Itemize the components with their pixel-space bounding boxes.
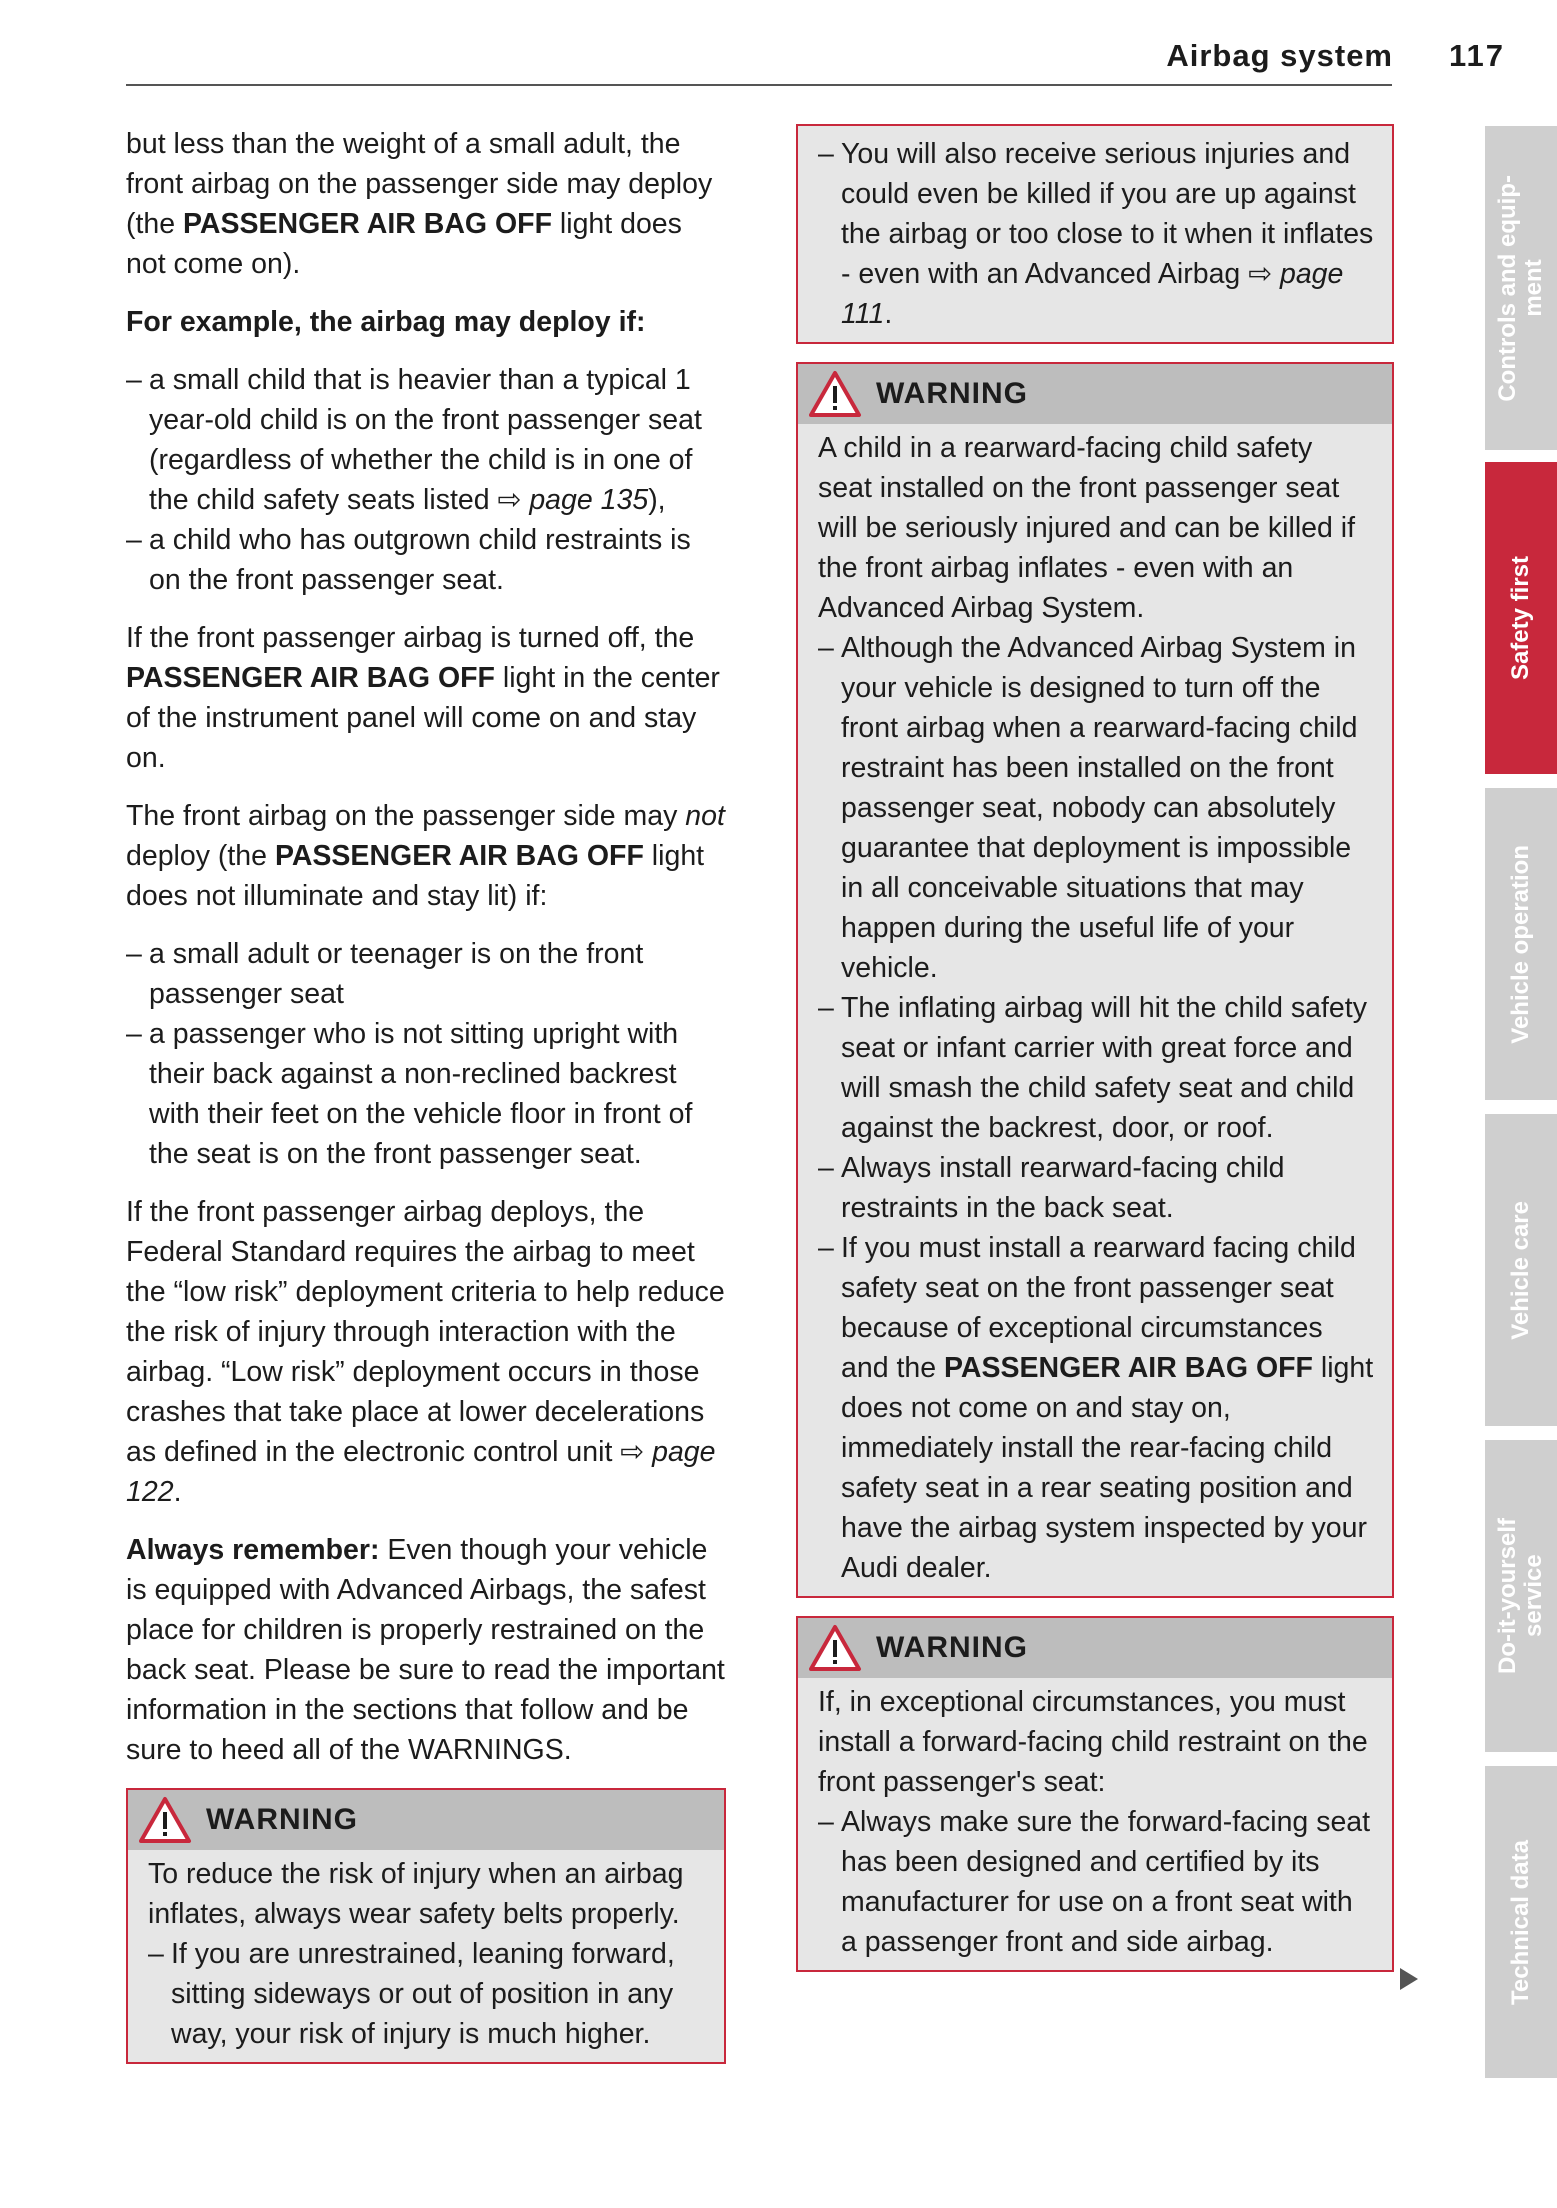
warning-triangle-icon: [808, 1624, 862, 1672]
warning-intro: To reduce the risk of injury when an airbag inflates, always wear safety belts properly.: [148, 1858, 684, 1930]
list-item: – a small child that is heavier than a typical 1 year-old child is on the front passenger seat (regardless of whether the child is in one of the child safety seats listed ⇨ page 135),: [126, 360, 726, 520]
warning-item: – The inflating airbag will hit the child safety seat or infant carrier with great force and will smash the child safety seat and child against the backrest, door, or roof.: [818, 988, 1374, 1148]
page-reference-link[interactable]: ⇨ page 122: [126, 1436, 716, 1508]
warning-item: – You will also receive serious injuries and could even be killed if you are up against the airbag or too close to it when it inflates - even with an Advanced Airbag ⇨ page 111.: [818, 134, 1374, 334]
paragraph-low-risk: If the front passenger airbag deploys, the Federal Standard requires the airbag to meet the “low risk” deployment criteria to help reduce the risk of injury through interaction with the airbag. “Low risk” deployment occurs in those crashes that take place at lower decelerations as defined in the electronic control unit ⇨ page 122.: [126, 1196, 725, 1508]
tab-safety-first[interactable]: Safety first: [1485, 462, 1557, 774]
list-item: – a child who has outgrown child restraints is on the front passenger seat.: [126, 520, 726, 600]
warning-header: [128, 1790, 724, 1850]
warning-header: [798, 364, 1392, 424]
paragraph-airbag-off: If the front passenger airbag is turned off, the PASSENGER AIR BAG OFF light in the center of the instrument panel will come on and stay on.: [126, 622, 720, 774]
warning-triangle-icon: [138, 1796, 192, 1844]
list-item: – a passenger who is not sitting upright with their back against a non-reclined backrest with their feet on the vehicle floor in front of the seat is on the front passenger seat.: [126, 1014, 726, 1174]
warning-item: – If you must install a rearward facing child safety seat on the front passenger seat because of exceptional circumstances and the PASSENGER AIR BAG OFF light does not come on and stay on, immediately install the rear-facing child safety seat in a rear seating position and have the airbag system inspected by your Audi dealer.: [818, 1228, 1374, 1588]
warning-item: – Always install rearward-facing child restraints in the back seat.: [818, 1148, 1374, 1228]
list-item: – a small adult or teenager is on the front passenger seat: [126, 934, 726, 1014]
deploy-conditions-list: [126, 360, 726, 600]
left-column: [126, 124, 726, 2082]
warning-box-continued: [796, 124, 1394, 344]
warning-item: – Always make sure the forward-facing seat has been designed and certified by its manufacturer for use on a front seat with a passenger front and side airbag.: [818, 1802, 1374, 1962]
warning-intro: If, in exceptional circumstances, you must install a forward-facing child restraint on the front passenger's seat:: [818, 1686, 1368, 1798]
warning-title: WARNING: [876, 1631, 1028, 1664]
page-reference-link[interactable]: ⇨ page 135: [497, 484, 649, 516]
tab-do-it-yourself-service[interactable]: Do-it-yourself service: [1485, 1440, 1557, 1752]
tab-technical-data[interactable]: Technical data: [1485, 1766, 1557, 2078]
warning-triangle-icon: [808, 370, 862, 418]
warning-box-forward-facing: [796, 1616, 1394, 1972]
paragraph-always-remember: Always remember: Even though your vehicle is equipped with Advanced Airbags, the safest place for children is properly restrained on the back seat. Please be sure to read the important information in the sections that follow and be sure to heed all of the WARNINGS.: [126, 1534, 725, 1766]
page-reference-link[interactable]: ⇨ page 111: [841, 258, 1344, 330]
example-heading: For example, the airbag may deploy if:: [126, 306, 646, 338]
page-section-title: Airbag system: [1166, 38, 1393, 73]
warning-title: WARNING: [876, 377, 1028, 410]
right-column: [796, 124, 1394, 1990]
paragraph-not-deploy: The front airbag on the passenger side may not deploy (the PASSENGER AIR BAG OFF light does not illuminate and stay lit) if:: [126, 800, 725, 912]
warning-item: – If you are unrestrained, leaning forward, sitting sideways or out of position in any way, your risk of injury is much higher.: [148, 1934, 706, 2054]
page-number: 117: [1448, 38, 1505, 73]
tab-vehicle-care[interactable]: Vehicle care: [1485, 1114, 1557, 1426]
header-divider: [126, 84, 1392, 86]
warning-box-safety-belts: [126, 1788, 726, 2064]
next-page-arrow-icon[interactable]: [1400, 1968, 1418, 1990]
warning-box-rearward-facing: [796, 362, 1394, 1598]
tab-vehicle-operation[interactable]: Vehicle operation: [1485, 788, 1557, 1100]
warning-header: [798, 1618, 1392, 1678]
warning-item: – Although the Advanced Airbag System in your vehicle is designed to turn off the front airbag when a rearward-facing child restraint has been installed on the front passenger seat, nobody can absolutely guarantee that deployment is impossible in all conceivable situations that may happen during the useful life of your vehicle.: [818, 628, 1374, 988]
not-deploy-conditions-list: [126, 934, 726, 1174]
warning-intro: A child in a rearward-facing child safety seat installed on the front passenger seat will be seriously injured and can be killed if the front airbag inflates - even with an Advanced Airbag System.: [818, 432, 1356, 624]
tab-controls-and-equipment[interactable]: Controls and equip- ment: [1485, 126, 1557, 450]
warning-title: WARNING: [206, 1803, 358, 1836]
paragraph-intro: but less than the weight of a small adult, the front airbag on the passenger side may deploy (the PASSENGER AIR BAG OFF light does not come on).: [126, 128, 713, 280]
